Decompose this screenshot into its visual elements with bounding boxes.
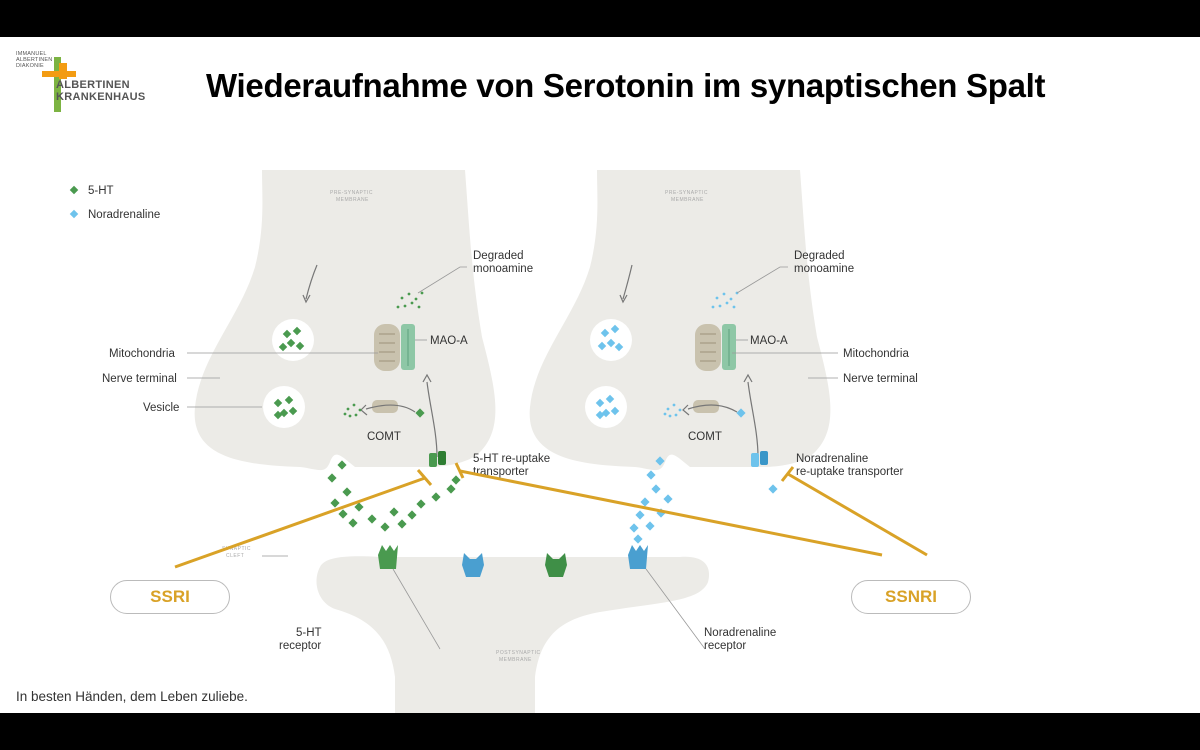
cleft-na-molecule: [645, 521, 654, 530]
cleft-na-molecule: [768, 484, 777, 493]
degraded-5ht-dot: [404, 305, 407, 308]
bottom-letterbox: [0, 713, 1200, 750]
label-nerve-terminal-right: Nerve terminal: [843, 373, 918, 385]
ssri-to-ssnri-line: [460, 471, 882, 555]
cleft-na-molecule: [633, 534, 642, 543]
svg-text:monoamine: monoamine: [794, 263, 855, 275]
label-nerve-terminal-left: Nerve terminal: [102, 373, 177, 385]
vesicle-left-top: [272, 319, 314, 361]
label-comt-left: COMT: [367, 431, 401, 443]
degraded-na-dot: [719, 305, 722, 308]
degraded-5ht-dot: [418, 306, 421, 309]
degraded-na-dot: [712, 306, 715, 309]
svg-text:CLEFT: CLEFT: [226, 553, 245, 559]
svg-text:MEMBRANE: MEMBRANE: [336, 197, 369, 203]
right-transporter-b: [760, 451, 768, 465]
ssri-label: SSRI: [110, 580, 230, 614]
logo-name: ALBERTINEN KRANKENHAUS: [56, 79, 146, 103]
degraded-5ht-dot: [421, 292, 424, 295]
svg-text:receptor: receptor: [704, 640, 747, 652]
ssnri-inhibition-bar-right: [782, 467, 793, 481]
label-comt-right: COMT: [688, 431, 722, 443]
degraded-na-dot: [669, 415, 672, 418]
degraded-na-dot: [679, 409, 682, 412]
label-5ht-receptor: 5-HT: [296, 627, 322, 639]
degraded-5ht-dot: [353, 404, 356, 407]
5ht-receptor-mid: [545, 553, 567, 577]
cleft-na-molecule: [640, 497, 649, 506]
degraded-5ht-dot: [344, 413, 347, 416]
legend-swatch-5ht: [70, 186, 78, 194]
cleft-5ht-molecule: [397, 519, 406, 528]
label-mitochondria-right: Mitochondria: [843, 348, 909, 360]
degraded-na-dot: [673, 404, 676, 407]
ssnri-label: SSNRI: [851, 580, 971, 614]
degraded-5ht-dot: [397, 306, 400, 309]
svg-text:re-uptake transporter: re-uptake transporter: [796, 466, 904, 478]
cleft-5ht-molecule: [327, 473, 336, 482]
na-receptor-mid: [462, 553, 484, 577]
vesicle-left-bottom: [263, 386, 305, 428]
inhibition-lines: [175, 463, 927, 567]
degraded-na-dot: [723, 293, 726, 296]
5ht-receptor-left: [378, 545, 398, 569]
na-receptor-right: [628, 545, 648, 569]
degraded-5ht-dot: [349, 415, 352, 418]
degraded-5ht-dot: [355, 414, 358, 417]
degraded-na-dot: [730, 298, 733, 301]
left-mitochondria: [374, 324, 400, 371]
degraded-5ht-dot: [408, 293, 411, 296]
label-mitochondria-left: Mitochondria: [109, 348, 175, 360]
top-letterbox: [0, 0, 1200, 37]
page-title: Wiederaufnahme von Serotonin im synaptischen Spalt: [206, 67, 1046, 104]
cleft-5ht-molecule: [431, 492, 440, 501]
degraded-na-dot: [733, 306, 736, 309]
right-presynaptic-terminal: [530, 170, 831, 470]
legend-label-5ht: 5-HT: [88, 185, 114, 197]
cleft-5ht-molecule: [337, 460, 346, 469]
cleft-na-molecule: [635, 510, 644, 519]
svg-text:MEMBRANE: MEMBRANE: [499, 657, 532, 663]
label-degraded-right: Degraded: [794, 250, 845, 262]
degraded-5ht-dot: [347, 408, 350, 411]
cleft-na-molecule: [651, 484, 660, 493]
right-membrane-label: PRE-SYNAPTIC: [665, 190, 708, 196]
svg-text:MEMBRANE: MEMBRANE: [671, 197, 704, 203]
degraded-na-dot: [664, 413, 667, 416]
cleft-5ht-molecule: [367, 514, 376, 523]
cleft-5ht-molecule: [389, 507, 398, 516]
cleft-5ht-molecule: [338, 509, 347, 518]
postsynaptic-label: POSTSYNAPTIC: [496, 650, 541, 656]
left-transporter-a: [429, 453, 437, 467]
vesicle-right-bottom: [585, 386, 627, 428]
cleft-na-molecule: [663, 494, 672, 503]
degraded-5ht-dot: [401, 297, 404, 300]
right-transporter-a: [751, 453, 759, 467]
ssnri-inhibition-line: [788, 474, 927, 555]
label-transporter-left: 5-HT re-uptake: [473, 453, 551, 465]
left-membrane-label: PRE-SYNAPTIC: [330, 190, 373, 196]
degraded-5ht-dot: [359, 409, 362, 412]
degraded-5ht-dot: [411, 302, 414, 305]
legend-label-na: Noradrenaline: [88, 209, 161, 221]
svg-text:transporter: transporter: [473, 466, 529, 478]
cleft-5ht-molecule: [330, 498, 339, 507]
cleft-5ht-molecule: [407, 510, 416, 519]
label-degraded-left: Degraded: [473, 250, 524, 262]
cleft-5ht-molecule: [342, 487, 351, 496]
svg-text:receptor: receptor: [279, 640, 322, 652]
cleft-5ht-molecule: [348, 518, 357, 527]
degraded-5ht-dot: [415, 298, 418, 301]
label-transporter-right: Noradrenaline: [796, 453, 869, 465]
degraded-na-dot: [667, 408, 670, 411]
left-presynaptic-terminal: [195, 170, 496, 470]
cleft-5ht-molecule: [446, 484, 455, 493]
degraded-na-dot: [716, 297, 719, 300]
slide: [0, 37, 1200, 713]
svg-text:monoamine: monoamine: [473, 263, 534, 275]
label-na-receptor: Noradrenaline: [704, 627, 777, 639]
label-vesicle: Vesicle: [143, 402, 180, 414]
left-transporter-b: [438, 451, 446, 465]
cleft-na-molecule: [646, 470, 655, 479]
postsynaptic-terminal: [316, 556, 709, 713]
cleft-5ht-molecule: [416, 499, 425, 508]
degraded-na-dot: [726, 302, 729, 305]
footer-slogan: In besten Händen, dem Leben zuliebe.: [16, 689, 248, 704]
cleft-na-molecule: [629, 523, 638, 532]
cleft-5ht-molecule: [380, 522, 389, 531]
cleft-label: SYNAPTIC: [222, 546, 252, 552]
logo-tagline: IMMANUEL ALBERTINEN DIAKONIE: [16, 51, 53, 69]
legend: [70, 185, 160, 221]
degraded-na-dot: [675, 414, 678, 417]
label-mao-left: MAO-A: [430, 335, 468, 347]
label-mao-right: MAO-A: [750, 335, 788, 347]
cleft-5ht-molecule: [451, 475, 460, 484]
legend-swatch-na: [70, 210, 78, 218]
ssri-inhibition-bar: [418, 470, 431, 485]
right-mitochondria: [695, 324, 721, 371]
